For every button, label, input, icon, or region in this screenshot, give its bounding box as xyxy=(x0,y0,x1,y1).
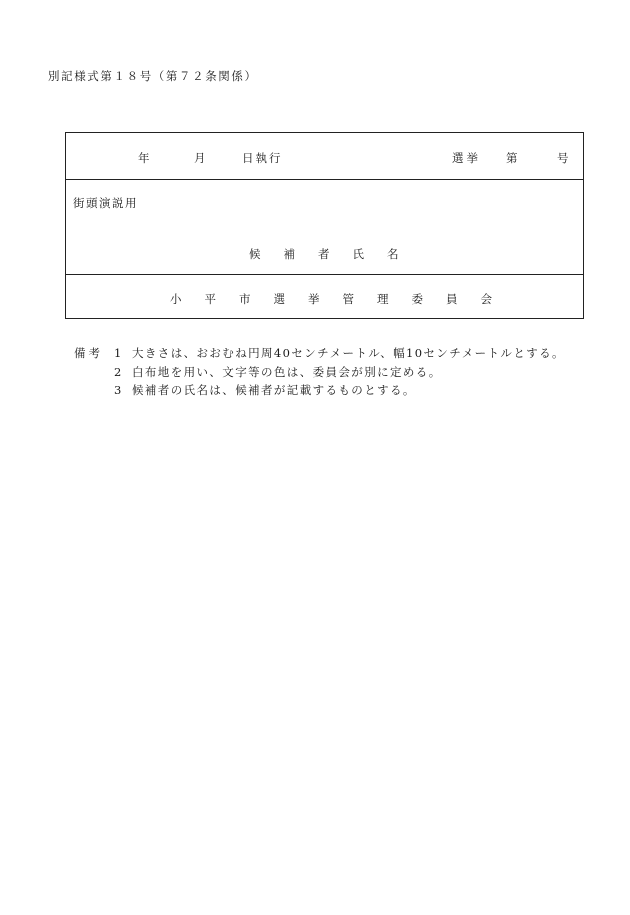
candidate-name-char: 名 xyxy=(387,247,399,261)
committee-char: 市 xyxy=(239,292,251,306)
armband-form xyxy=(65,132,584,319)
remark-text: 白布地を用い、文字等の色は、委員会が別に定める。 xyxy=(132,364,442,379)
day-execution-label: 日執行 xyxy=(242,151,283,165)
year-label: 年 xyxy=(138,151,150,165)
committee-name-label xyxy=(170,291,492,307)
candidate-name-label xyxy=(249,246,399,262)
remark-number: 2 xyxy=(114,364,122,379)
remark-number: 1 xyxy=(114,346,122,360)
remarks-label: 備考 xyxy=(74,346,103,360)
number-prefix-label: 第 xyxy=(506,151,518,165)
committee-char: 小 xyxy=(170,292,182,306)
committee-char: 挙 xyxy=(308,292,320,306)
number-suffix-label: 号 xyxy=(557,151,569,165)
committee-char: 管 xyxy=(342,292,354,306)
election-label: 選挙 xyxy=(452,151,481,165)
candidate-name-char: 補 xyxy=(283,247,295,261)
candidate-name-char: 氏 xyxy=(352,247,364,261)
remark-number: 3 xyxy=(114,383,122,397)
candidate-name-char: 者 xyxy=(318,247,330,261)
candidate-name-char: 候 xyxy=(249,247,261,261)
committee-char: 選 xyxy=(273,292,285,306)
committee-row xyxy=(66,274,583,318)
form-heading: 別記様式第１８号（第７２条関係） xyxy=(48,69,258,83)
committee-char: 会 xyxy=(480,292,492,306)
street-speech-title: 街頭演説用 xyxy=(73,196,138,210)
committee-char: 員 xyxy=(446,292,458,306)
month-label: 月 xyxy=(194,151,206,165)
candidate-row xyxy=(66,179,583,275)
committee-char: 理 xyxy=(377,292,389,306)
committee-char: 委 xyxy=(411,292,423,306)
remark-text: 候補者の氏名は、候補者が記載するものとする。 xyxy=(132,383,416,397)
execution-date-row xyxy=(66,133,583,180)
committee-char: 平 xyxy=(204,292,216,306)
remark-text: 大きさは、おおむね円周40センチメートル、幅10センチメートルとする。 xyxy=(132,346,565,360)
